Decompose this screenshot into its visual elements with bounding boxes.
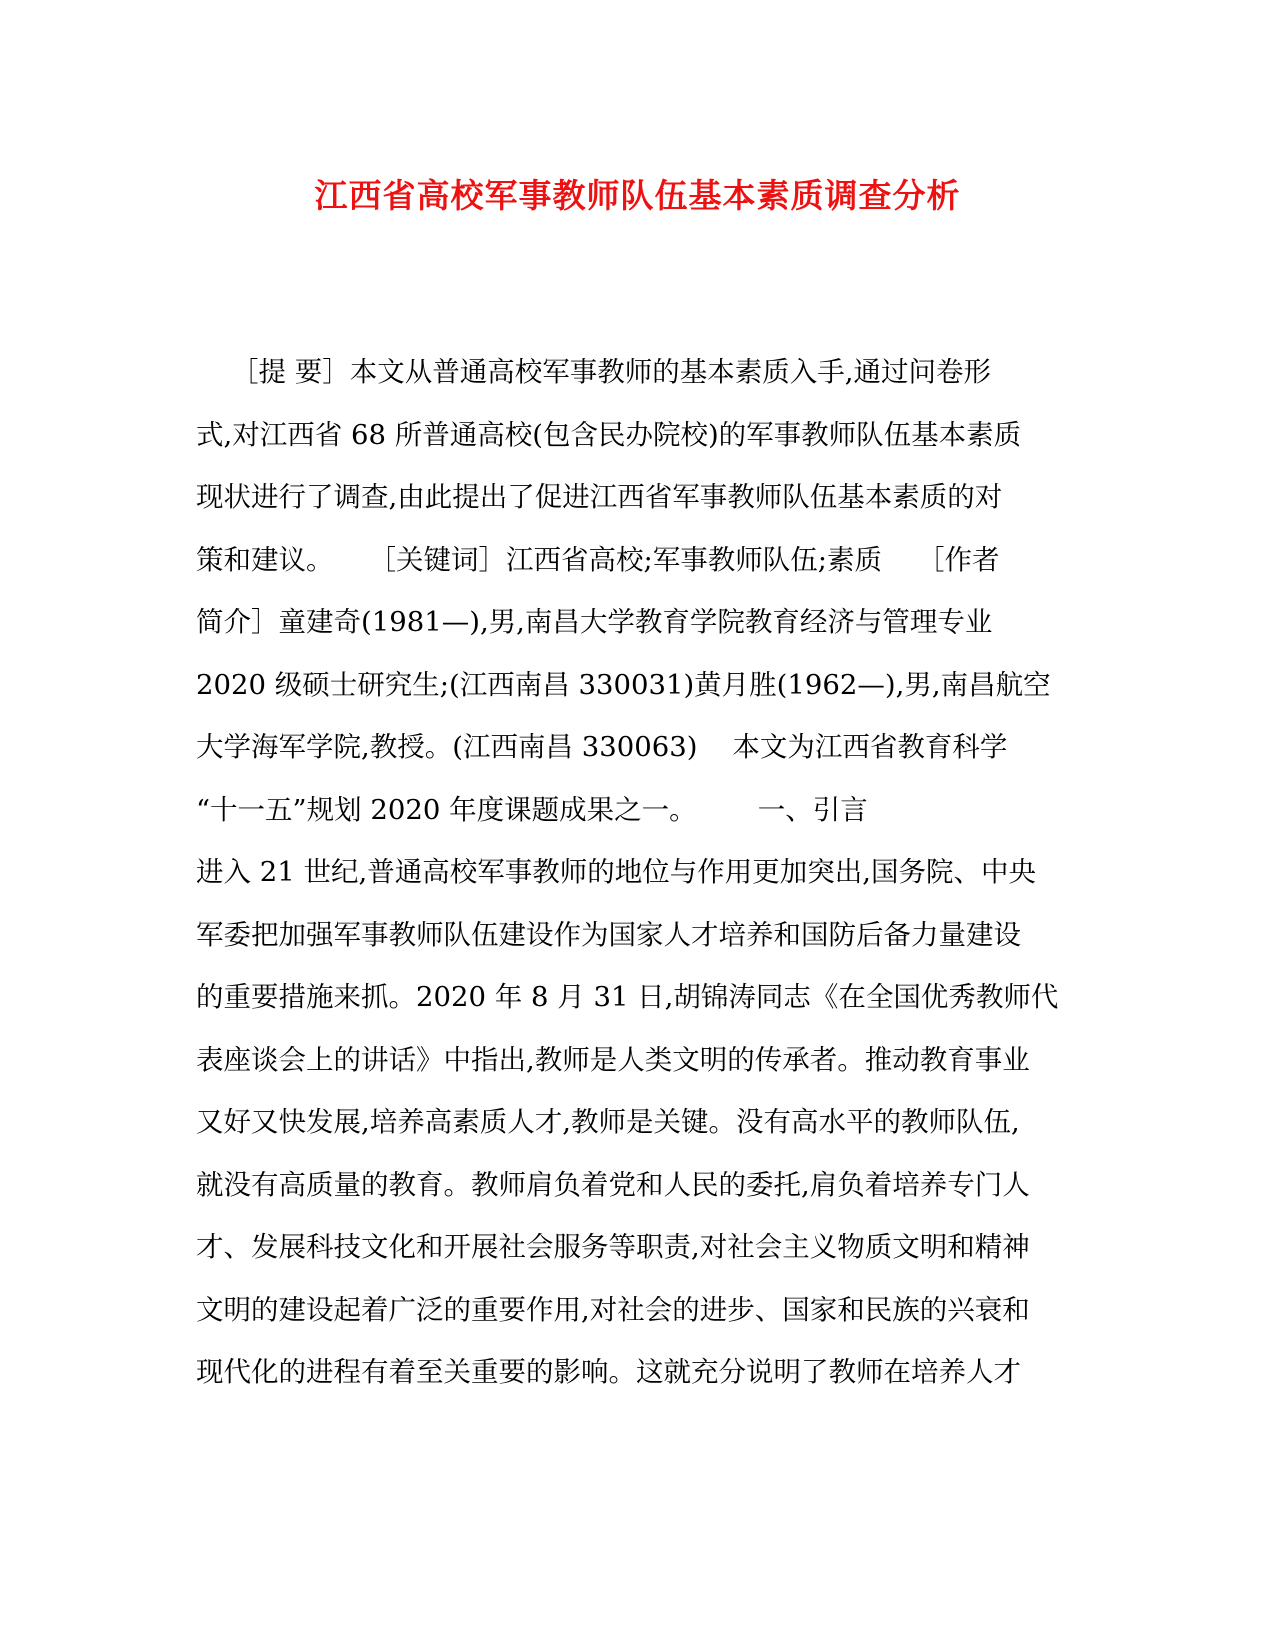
body-line: 就没有高质量的教育。教师肩负着党和人民的委托,肩负着培养专门人 (196, 1168, 1030, 1201)
body-line: 又好又快发展,培养高素质人才,教师是关键。没有高水平的教师队伍, (196, 1106, 1020, 1138)
document-title: 江西省高校军事教师队伍基本素质调查分析 (314, 176, 961, 215)
body-line: 进入 21 世纪,普通高校军事教师的地位与作用更加突出,国务院、中央 (196, 856, 1036, 888)
body-line: “十一五”规划 2020 年度课题成果之一。 一、引言 (196, 793, 868, 826)
body-line: 大学海军学院,教授。(江西南昌 330063) 本文为江西省教育科学 (196, 731, 1008, 763)
body-line: 军委把加强军事教师队伍建设作为国家人才培养和国防后备力量建设 (196, 918, 1021, 951)
body-line: 文明的建设起着广泛的重要作用,对社会的进步、国家和民族的兴衰和 (196, 1293, 1030, 1326)
body-line: 现代化的进程有着至关重要的影响。这就充分说明了教师在培养人才 (196, 1356, 1021, 1388)
body-line: 现状进行了调查,由此提出了促进江西省军事教师队伍基本素质的对 (196, 481, 1003, 513)
document-body (196, 352, 1076, 1415)
body-line: 策和建议。 ［关键词］江西省高校;军事教师队伍;素质 ［作者 (196, 543, 1000, 576)
body-line: 的重要措施来抓。2020 年 8 月 31 日,胡锦涛同志《在全国优秀教师代 (196, 981, 1059, 1013)
body-line: 式,对江西省 68 所普通高校(包含民办院校)的军事教师队伍基本素质 (196, 418, 1022, 451)
body-line: 简介］童建奇(1981—),男,南昌大学教育学院教育经济与管理专业 (196, 606, 993, 638)
body-line: 2020 级硕士研究生;(江西南昌 330031)黄月胜(1962—),男,南昌航空 (196, 668, 1051, 701)
body-line: ［提 要］本文从普通高校军事教师的基本素质入手,通过问卷形 (196, 356, 991, 388)
body-line: 才、发展科技文化和开展社会服务等职责,对社会主义物质文明和精神 (196, 1231, 1030, 1263)
body-line: 表座谈会上的讲话》中指出,教师是人类文明的传承者。推动教育事业 (196, 1043, 1030, 1076)
